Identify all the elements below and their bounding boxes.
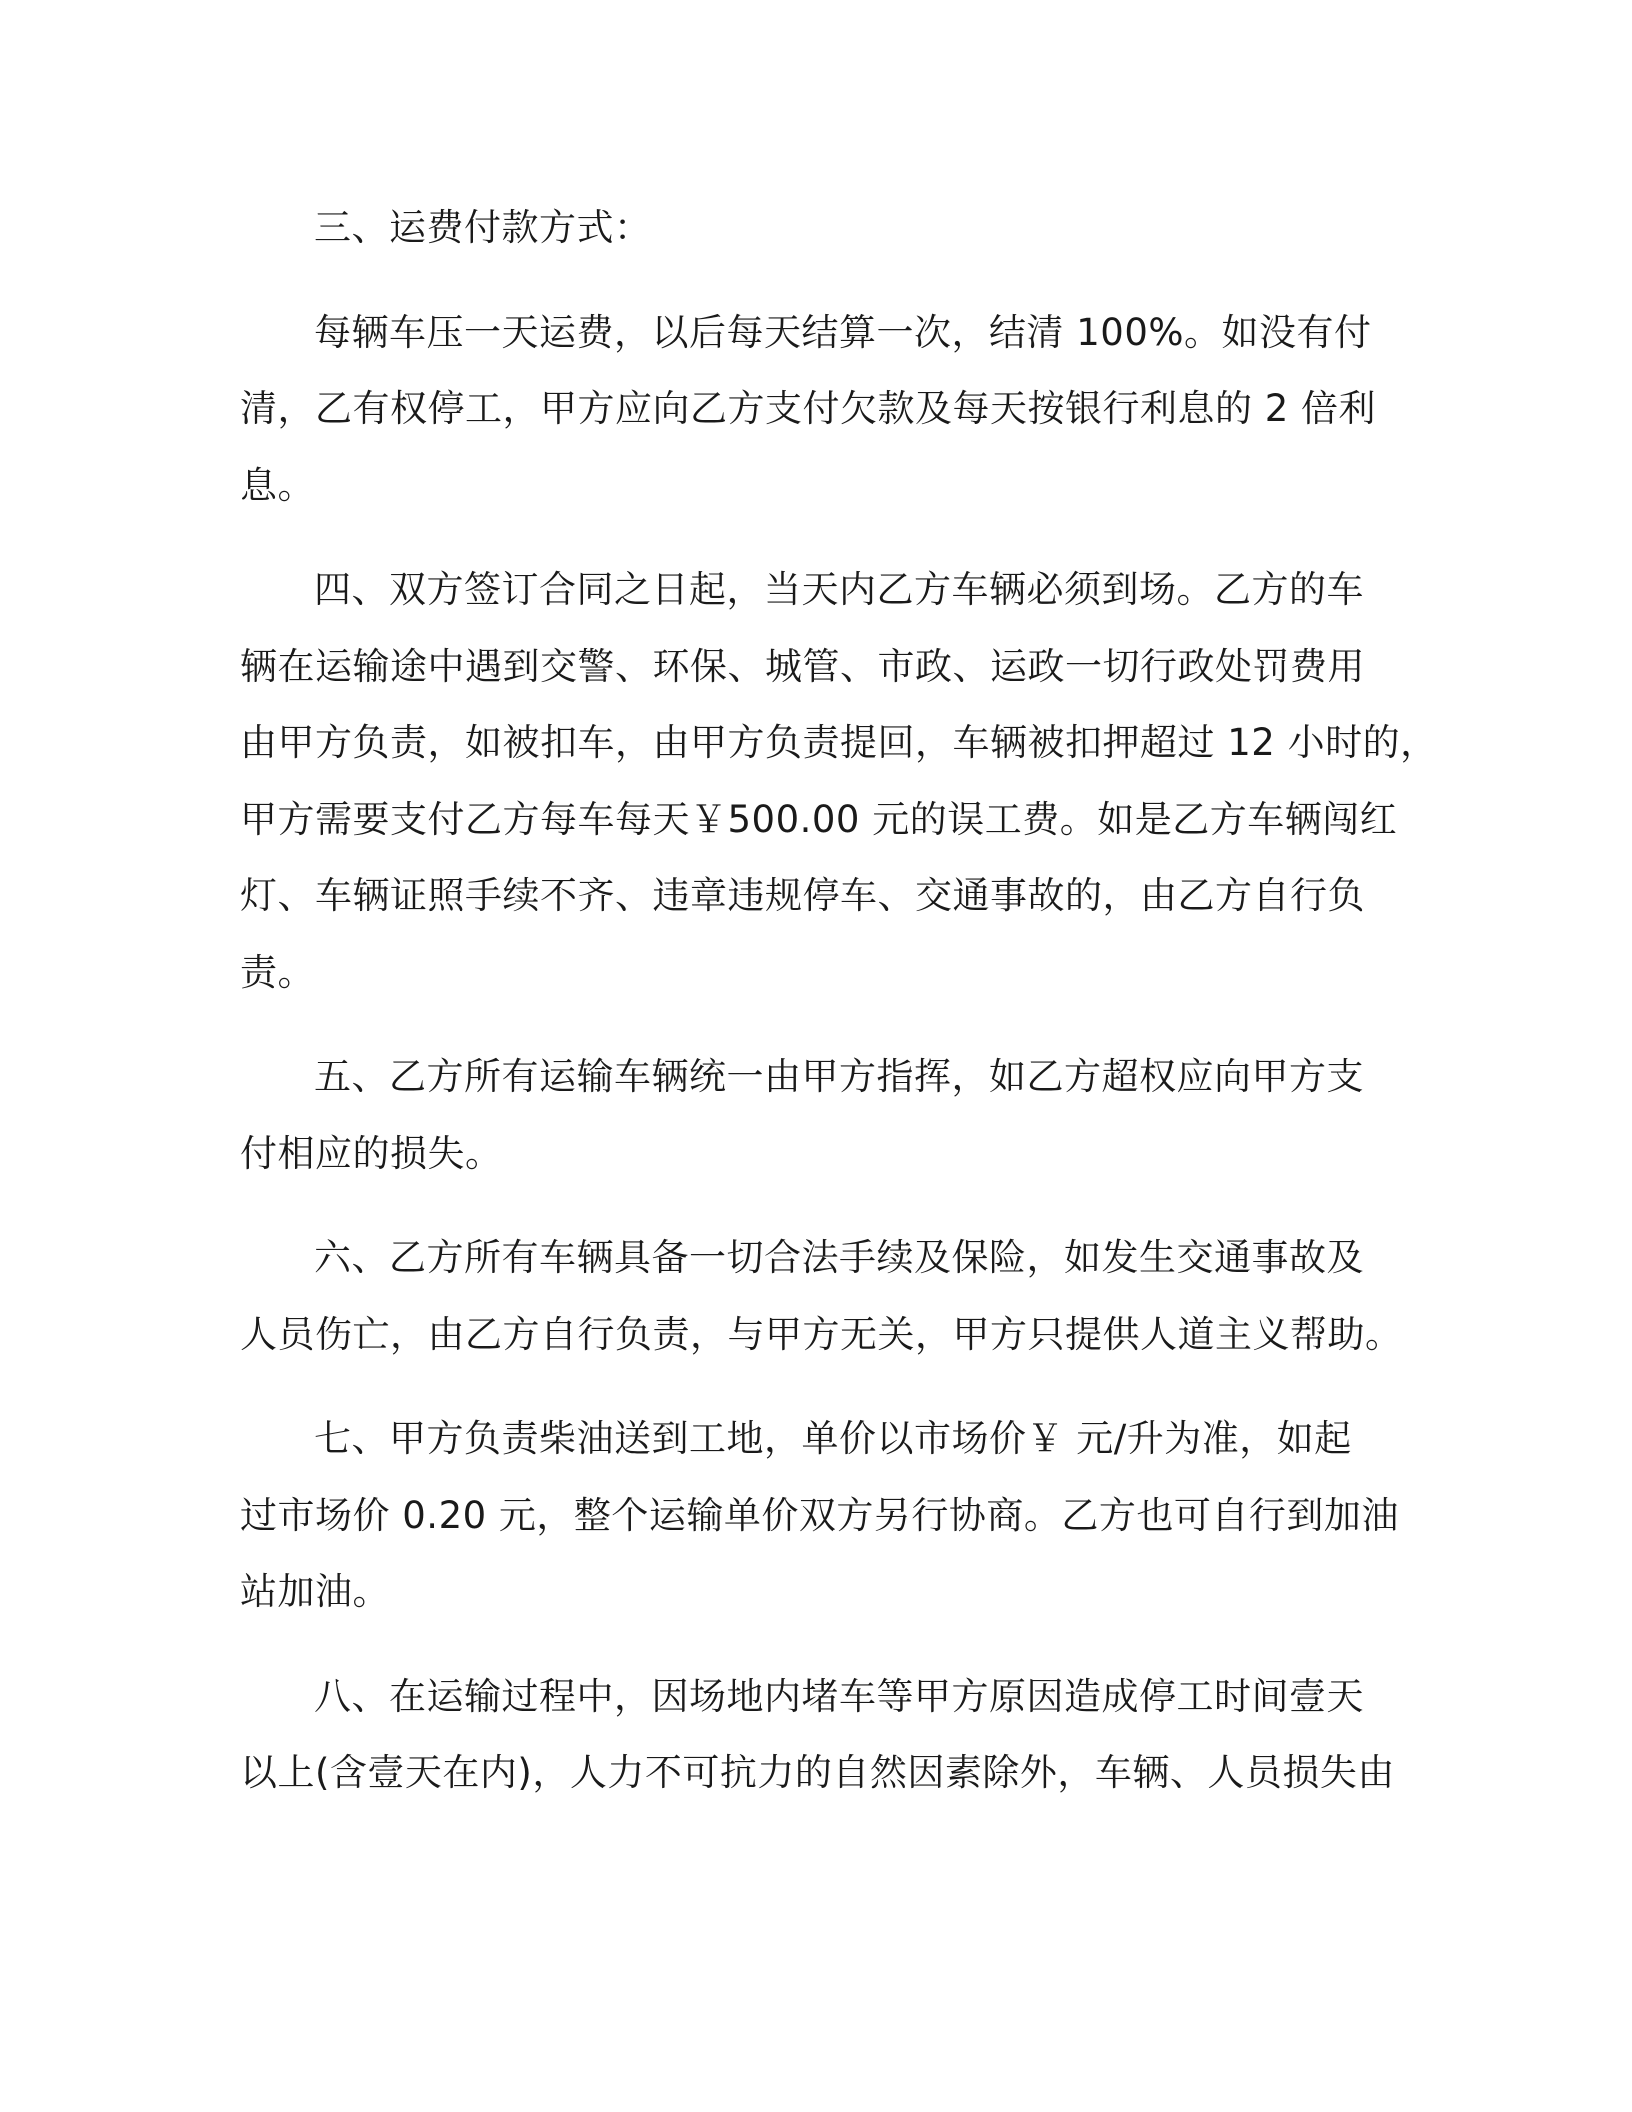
text-line: 责。	[240, 950, 315, 994]
text-line: 辆在运输途中遇到交警、环保、城管、市政、运政一切行政处罚费用	[240, 644, 1365, 688]
clause-3-heading	[240, 190, 1400, 267]
text-line: 七、甲方负责柴油送到工地，单价以市场价￥ 元/升为准，如起	[314, 1417, 1352, 1460]
clause-3-body	[240, 295, 1400, 525]
clause-7	[240, 1401, 1400, 1631]
text-line: 以上(含壹天在内)，人力不可抗力的自然因素除外，车辆、人员损失由	[240, 1751, 1395, 1794]
text-line: 站加油。	[240, 1570, 390, 1613]
text-line: 四、双方签订合同之日起，当天内乙方车辆必须到场。乙方的车	[314, 568, 1364, 611]
clause-6	[240, 1220, 1403, 1373]
text-line: 人员伤亡，由乙方自行负责，与甲方无关，甲方只提供人道主义帮助。	[240, 1312, 1403, 1356]
text-line: 过市场价 0.20 元，整个运输单价双方另行协商。乙方也可自行到加油	[240, 1493, 1399, 1537]
text-line: 五、乙方所有运输车辆统一由甲方指挥，如乙方超权应向甲方支	[314, 1055, 1364, 1098]
text-line: 每辆车压一天运费，以后每天结算一次，结清 100%。如没有付	[314, 310, 1372, 354]
text-line: 六、乙方所有车辆具备一切合法手续及保险，如发生交通事故及	[314, 1236, 1364, 1279]
text-line: 息。	[240, 463, 315, 507]
text-line: 三、运费付款方式：	[314, 206, 652, 249]
text-line: 由甲方负责，如被扣车，由甲方负责提回，车辆被扣押超过 12 小时的，	[240, 721, 1438, 764]
clause-5	[240, 1039, 1400, 1192]
text-line: 付相应的损失。	[240, 1131, 503, 1175]
document-body	[240, 190, 1438, 1812]
text-line: 灯、车辆证照手续不齐、违章违规停车、交通事故的，由乙方自行负	[240, 874, 1365, 917]
clause-8	[240, 1659, 1400, 1812]
clause-4	[240, 552, 1438, 1011]
text-line: 清，乙有权停工，甲方应向乙方支付欠款及每天按银行利息的 2 倍利	[240, 387, 1377, 430]
text-line: 八、在运输过程中，因场地内堵车等甲方原因造成停工时间壹天	[314, 1674, 1364, 1718]
text-line: 甲方需要支付乙方每车每天￥500.00 元的误工费。如是乙方车辆闯红	[240, 797, 1398, 841]
